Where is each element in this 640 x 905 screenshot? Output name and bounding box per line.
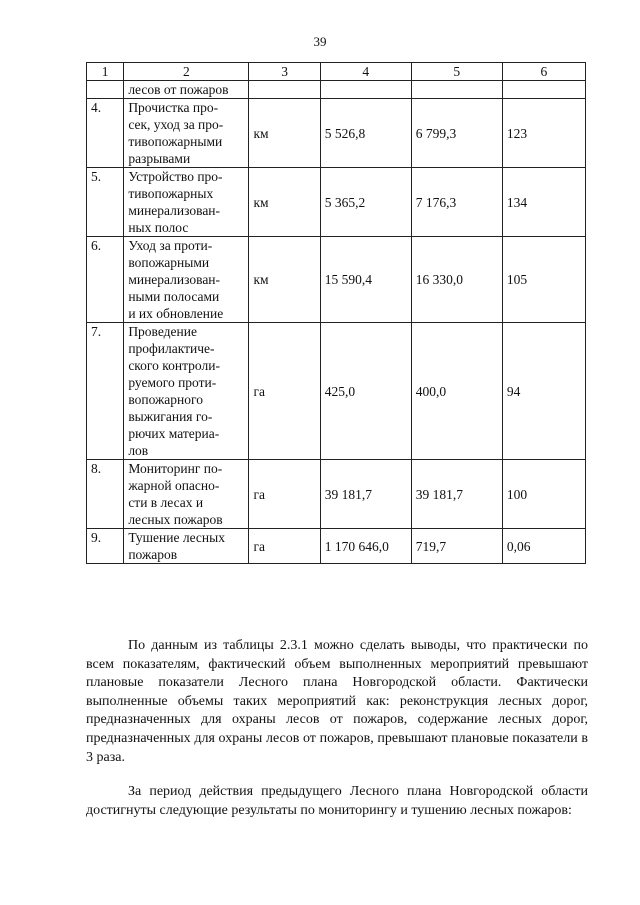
cell-fact: 400,0 bbox=[411, 323, 502, 460]
table-header-row bbox=[87, 63, 586, 81]
cell-percent: 134 bbox=[502, 168, 585, 237]
cell-percent: 100 bbox=[502, 460, 585, 529]
cell-name-line: руемого проти- bbox=[128, 375, 217, 390]
cell-plan bbox=[320, 81, 411, 99]
cell-name-line: жарной опасно- bbox=[128, 478, 220, 493]
table-continuation-row bbox=[87, 81, 586, 99]
page-number: 39 bbox=[313, 34, 327, 49]
header-cell: 6 bbox=[502, 63, 585, 81]
cell-num: 7. bbox=[87, 323, 124, 460]
table-row bbox=[87, 99, 586, 168]
cell-fact: 7 176,3 bbox=[411, 168, 502, 237]
conclusion-paragraph: По данным из таблицы 2.3.1 можно сделать выводы, что практически по всем показателям, фактический объем выполненных мероприятий превышают плановые показатели Лесного плана Новгородской области. Фактически выполненные объемы таких мероприятий как: реконструкция лесных дорог, предназначенных для охраны лесов от пожаров, содержание лесных дорог, предназначенных для охраны лесов от пожаров, превышают плановые показатели в 3 раза. bbox=[86, 638, 588, 765]
cell-name-line: Прочистка про- bbox=[128, 100, 219, 115]
cell-unit: га bbox=[249, 460, 320, 529]
cell-name-line: ных полос bbox=[128, 220, 189, 235]
cell-unit: га bbox=[249, 323, 320, 460]
header-cell: 1 bbox=[87, 63, 124, 81]
cell-name-line: пожаров bbox=[128, 547, 178, 562]
cell-fact: 16 330,0 bbox=[411, 237, 502, 323]
cell-name-line: тивопожарных bbox=[128, 186, 214, 201]
table-row bbox=[87, 168, 586, 237]
header-cell: 4 bbox=[320, 63, 411, 81]
cell-name-line: Устройство про- bbox=[128, 169, 223, 184]
cell-percent: 94 bbox=[502, 323, 585, 460]
results-intro-paragraph: За период действия предыдущего Лесного плана Новгородской области достигнуты следующие результаты по мониторингу и тушению лесных пожаров: bbox=[86, 784, 588, 818]
cell-plan: 5 526,8 bbox=[320, 99, 411, 168]
cell-percent: 123 bbox=[502, 99, 585, 168]
cell-name-line: лесных пожаров bbox=[128, 512, 223, 527]
cell-name-line: ными полосами bbox=[128, 289, 220, 304]
cell-name-line: Мониторинг по- bbox=[128, 461, 223, 476]
table-row bbox=[87, 323, 586, 460]
cell-fact: 719,7 bbox=[411, 529, 502, 564]
cell-unit: км bbox=[249, 168, 320, 237]
cell-plan: 39 181,7 bbox=[320, 460, 411, 529]
cell-name-line: Проведение bbox=[128, 324, 197, 339]
cell-plan: 5 365,2 bbox=[320, 168, 411, 237]
forest-fire-measures-table bbox=[86, 62, 586, 564]
cell-plan: 425,0 bbox=[320, 323, 411, 460]
cell-name-line: и их обновление bbox=[128, 306, 224, 321]
cell-name bbox=[124, 323, 249, 460]
cell-name bbox=[124, 168, 249, 237]
cell-name bbox=[124, 237, 249, 323]
cell-name-line: профилактиче- bbox=[128, 341, 215, 356]
cell-num bbox=[87, 81, 124, 99]
cell-name-line: вопожарного bbox=[128, 392, 203, 407]
cell-name-line: рючих материа- bbox=[128, 426, 220, 441]
cell-plan: 15 590,4 bbox=[320, 237, 411, 323]
cell-name-line: вопожарными bbox=[128, 255, 210, 270]
table-row bbox=[87, 529, 586, 564]
table-row bbox=[87, 460, 586, 529]
cell-name bbox=[124, 460, 249, 529]
cell-num: 8. bbox=[87, 460, 124, 529]
cell-name-line: минерализован- bbox=[128, 272, 221, 287]
header-cell: 3 bbox=[249, 63, 320, 81]
cell-percent: 0,06 bbox=[502, 529, 585, 564]
cell-plan: 1 170 646,0 bbox=[320, 529, 411, 564]
cell-fact: 6 799,3 bbox=[411, 99, 502, 168]
cell-fact bbox=[411, 81, 502, 99]
cell-unit: км bbox=[249, 237, 320, 323]
cell-name bbox=[124, 529, 249, 564]
cell-name: лесов от пожаров bbox=[124, 81, 249, 99]
cell-name-line: Тушение лесных bbox=[128, 530, 225, 545]
cell-unit: км bbox=[249, 99, 320, 168]
cell-unit: га bbox=[249, 529, 320, 564]
cell-percent: 105 bbox=[502, 237, 585, 323]
cell-name-line: сек, уход за про- bbox=[128, 117, 224, 132]
cell-name-line: сти в лесах и bbox=[128, 495, 204, 510]
cell-num: 5. bbox=[87, 168, 124, 237]
cell-name-line: лов bbox=[128, 443, 149, 458]
cell-num: 9. bbox=[87, 529, 124, 564]
cell-percent bbox=[502, 81, 585, 99]
cell-name-line: ского контроли- bbox=[128, 358, 220, 373]
cell-name-line: выжигания го- bbox=[128, 409, 213, 424]
cell-name-line: разрывами bbox=[128, 151, 191, 166]
cell-name bbox=[124, 99, 249, 168]
cell-num: 6. bbox=[87, 237, 124, 323]
cell-fact: 39 181,7 bbox=[411, 460, 502, 529]
header-cell: 5 bbox=[411, 63, 502, 81]
cell-name-line: Уход за проти- bbox=[128, 238, 213, 253]
header-cell: 2 bbox=[124, 63, 249, 81]
cell-num: 4. bbox=[87, 99, 124, 168]
cell-unit bbox=[249, 81, 320, 99]
cell-name-line: минерализован- bbox=[128, 203, 221, 218]
table-row bbox=[87, 237, 586, 323]
cell-name-line: тивопожарными bbox=[128, 134, 223, 149]
